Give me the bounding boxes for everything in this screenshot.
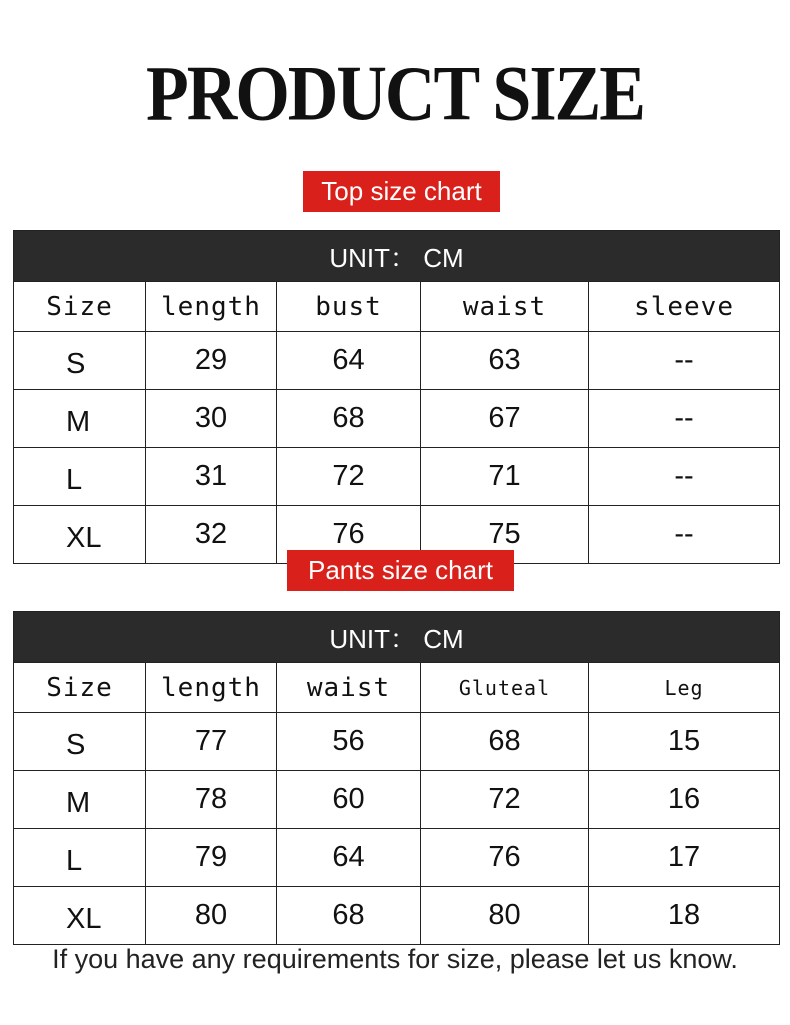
unit-header: UNIT： CM <box>14 231 780 282</box>
table-header-row <box>14 663 780 713</box>
table-cell: 68 <box>277 887 421 945</box>
size-cell: L <box>14 829 146 887</box>
table-cell: -- <box>589 506 780 564</box>
table-cell: 80 <box>146 887 277 945</box>
table-row <box>14 829 780 887</box>
table-cell: 56 <box>277 713 421 771</box>
size-cell: XL <box>14 887 146 945</box>
column-header-bust: bust <box>277 282 421 332</box>
table-cell: 64 <box>277 829 421 887</box>
pants-size-table <box>13 611 780 945</box>
size-request-note: If you have any requirements for size, please let us know. <box>52 944 738 974</box>
table-cell: -- <box>589 448 780 506</box>
unit-header: UNIT： CM <box>14 612 780 663</box>
size-cell: S <box>14 332 146 390</box>
column-header-length: length <box>146 282 277 332</box>
table-cell: 72 <box>421 771 589 829</box>
column-header-sleeve: sleeve <box>589 282 780 332</box>
column-header-waist: waist <box>421 282 589 332</box>
size-cell: L <box>14 448 146 506</box>
table-row <box>14 713 780 771</box>
column-header-waist: waist <box>277 663 421 713</box>
table-cell: 29 <box>146 332 277 390</box>
table-row <box>14 887 780 945</box>
page-title: PRODUCT SIZE <box>146 51 644 138</box>
column-header-leg: Leg <box>589 663 780 713</box>
column-header-gluteal: Gluteal <box>421 663 589 713</box>
table-cell: 75 <box>421 506 589 564</box>
table-cell: 76 <box>277 506 421 564</box>
table-cell: 79 <box>146 829 277 887</box>
table-cell: -- <box>589 390 780 448</box>
size-cell: M <box>14 390 146 448</box>
table-cell: 64 <box>277 332 421 390</box>
table-cell: 78 <box>146 771 277 829</box>
table-cell: -- <box>589 332 780 390</box>
table-row <box>14 332 780 390</box>
top-size-chart-badge: Top size chart <box>303 171 500 212</box>
table-cell: 30 <box>146 390 277 448</box>
pants-size-chart-badge: Pants size chart <box>287 550 514 591</box>
table-cell: 63 <box>421 332 589 390</box>
table-cell: 16 <box>589 771 780 829</box>
table-cell: 80 <box>421 887 589 945</box>
table-cell: 32 <box>146 506 277 564</box>
table-cell: 15 <box>589 713 780 771</box>
table-row <box>14 771 780 829</box>
column-header-size: Size <box>14 282 146 332</box>
table-cell: 60 <box>277 771 421 829</box>
size-cell: XL <box>14 506 146 564</box>
table-row <box>14 448 780 506</box>
size-cell: M <box>14 771 146 829</box>
table-cell: 31 <box>146 448 277 506</box>
column-header-length: length <box>146 663 277 713</box>
table-cell: 76 <box>421 829 589 887</box>
table-cell: 72 <box>277 448 421 506</box>
table-cell: 17 <box>589 829 780 887</box>
top-size-table <box>13 230 780 564</box>
table-cell: 68 <box>421 713 589 771</box>
table-cell: 18 <box>589 887 780 945</box>
table-cell: 67 <box>421 390 589 448</box>
table-cell: 77 <box>146 713 277 771</box>
table-cell: 71 <box>421 448 589 506</box>
table-row <box>14 390 780 448</box>
table-cell: 68 <box>277 390 421 448</box>
column-header-size: Size <box>14 663 146 713</box>
table-header-row <box>14 282 780 332</box>
size-cell: S <box>14 713 146 771</box>
